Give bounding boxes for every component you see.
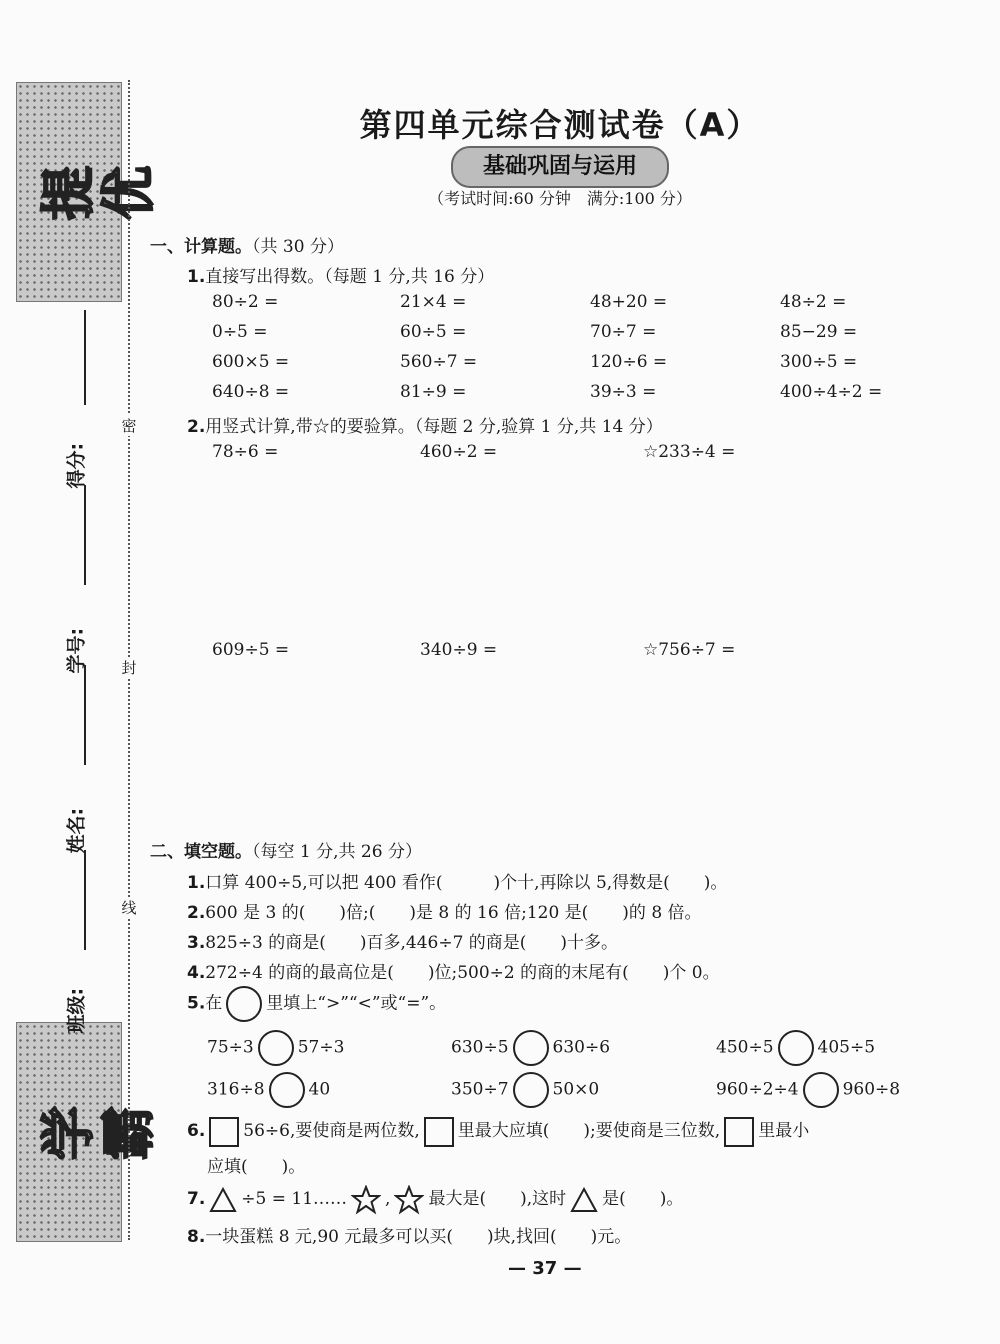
calc-item: 120÷6 = bbox=[590, 352, 668, 372]
page-title: 第四单元综合测试卷（A） bbox=[359, 106, 761, 144]
star-icon bbox=[351, 1185, 381, 1215]
triangle-icon bbox=[570, 1187, 598, 1213]
page-number: — 37 — bbox=[508, 1258, 582, 1279]
compare-circle[interactable] bbox=[226, 986, 262, 1022]
s1-q1-text: 1.直接写出得数。（每题 1 分,共 16 分） bbox=[187, 267, 495, 287]
calc-item: 80÷2 = bbox=[212, 292, 279, 312]
s2-q5: 5.在 里填上“>”“<”或“=”。 bbox=[187, 986, 446, 1022]
star-icon bbox=[394, 1185, 424, 1215]
bottom-box-text: 学霸 bbox=[37, 1106, 160, 1160]
field-id-label: 学号: bbox=[65, 627, 88, 674]
s2-q3: 3.825÷3 的商是( )百多,446÷7 的商是( )十多。 bbox=[187, 933, 619, 953]
calc-item: 600×5 = bbox=[212, 352, 290, 372]
compare-circle[interactable] bbox=[803, 1072, 839, 1108]
s2-q7: 7. ÷5 = 11…… , 最大是( ),这时 是( )。 bbox=[187, 1184, 683, 1215]
compare-circle[interactable] bbox=[778, 1030, 814, 1066]
calc-item: 60÷5 = bbox=[400, 322, 467, 342]
answer-square[interactable] bbox=[424, 1117, 454, 1147]
calc-item: 81÷9 = bbox=[400, 382, 467, 402]
section2-heading: 二、填空题。（每空 1 分,共 26 分） bbox=[150, 842, 422, 862]
compare-circle[interactable] bbox=[513, 1030, 549, 1066]
s2-q1: 1.口算 400÷5,可以把 400 看作( )个十,再除以 5,得数是( )。 bbox=[187, 873, 728, 893]
s1-q2-text: 2.用竖式计算,带☆的要验算。（每题 2 分,验算 1 分,共 14 分） bbox=[187, 417, 663, 437]
top-box-text: 提优 bbox=[37, 166, 160, 220]
s2-q6-cont: 应填( )。 bbox=[207, 1157, 306, 1177]
field-line-name bbox=[84, 665, 86, 765]
field-class-label: 班级: bbox=[65, 987, 88, 1034]
compare-item: 350÷7 50×0 bbox=[451, 1072, 599, 1108]
seal-char-xian: 线 bbox=[121, 899, 137, 917]
s2-q4: 4.272÷4 的商的最高位是( )位;500÷2 的商的末尾有( )个 0。 bbox=[187, 963, 720, 983]
answer-square[interactable] bbox=[209, 1117, 239, 1147]
calc-item: 48+20 = bbox=[590, 292, 668, 312]
compare-item: 75÷3 57÷3 bbox=[207, 1030, 344, 1066]
vertical-calc-item: 78÷6 = bbox=[212, 442, 279, 462]
calc-item: 70÷7 = bbox=[590, 322, 657, 342]
triangle-icon bbox=[209, 1187, 237, 1213]
compare-item: 960÷2÷4 960÷8 bbox=[716, 1072, 900, 1108]
field-line-id bbox=[84, 485, 86, 585]
calc-item: 400÷4÷2 = bbox=[780, 382, 883, 402]
calc-item: 640÷8 = bbox=[212, 382, 290, 402]
calc-item: 85−29 = bbox=[780, 322, 858, 342]
field-name-label: 姓名: bbox=[65, 807, 88, 854]
calc-item: 21×4 = bbox=[400, 292, 467, 312]
bottom-decor-box bbox=[16, 1022, 160, 1242]
compare-circle[interactable] bbox=[258, 1030, 294, 1066]
s2-q6: 6. 56÷6,要使商是两位数, 里最大应填( );要使商是三位数, 里最小 bbox=[187, 1116, 809, 1147]
calc-item: 39÷3 = bbox=[590, 382, 657, 402]
calc-item: 48÷2 = bbox=[780, 292, 847, 312]
calc-item: 560÷7 = bbox=[400, 352, 478, 372]
compare-item: 316÷8 40 bbox=[207, 1072, 330, 1108]
vertical-calc-item: 460÷2 = bbox=[420, 442, 498, 462]
calc-item: 0÷5 = bbox=[212, 322, 268, 342]
compare-circle[interactable] bbox=[269, 1072, 305, 1108]
exam-info: （考试时间:60 分钟 满分:100 分） bbox=[428, 189, 692, 208]
compare-circle[interactable] bbox=[513, 1072, 549, 1108]
vertical-calc-item: 340÷9 = bbox=[420, 640, 498, 660]
seal-char-mi: 密 bbox=[121, 417, 137, 435]
seal-char-feng: 封 bbox=[121, 659, 137, 677]
top-decor-box bbox=[16, 82, 160, 302]
answer-square[interactable] bbox=[724, 1117, 754, 1147]
s2-q2: 2.600 是 3 的( )倍;( )是 8 的 16 倍;120 是( )的 8 倍。 bbox=[187, 903, 702, 923]
field-line-score bbox=[84, 310, 86, 405]
vertical-calc-item: 609÷5 = bbox=[212, 640, 290, 660]
calc-item: 300÷5 = bbox=[780, 352, 858, 372]
field-line-class bbox=[84, 850, 86, 950]
s2-q8: 8.一块蛋糕 8 元,90 元最多可以买( )块,找回( )元。 bbox=[187, 1227, 632, 1247]
subtitle-badge: 基础巩固与运用 bbox=[451, 146, 669, 188]
vertical-calc-item: ☆233÷4 = bbox=[643, 442, 736, 462]
section1-heading: 一、计算题。（共 30 分） bbox=[150, 237, 344, 257]
vertical-calc-item: ☆756÷7 = bbox=[643, 640, 736, 660]
compare-item: 450÷5 405÷5 bbox=[716, 1030, 875, 1066]
compare-item: 630÷5 630÷6 bbox=[451, 1030, 610, 1066]
field-score-label: 得分: bbox=[65, 442, 88, 489]
